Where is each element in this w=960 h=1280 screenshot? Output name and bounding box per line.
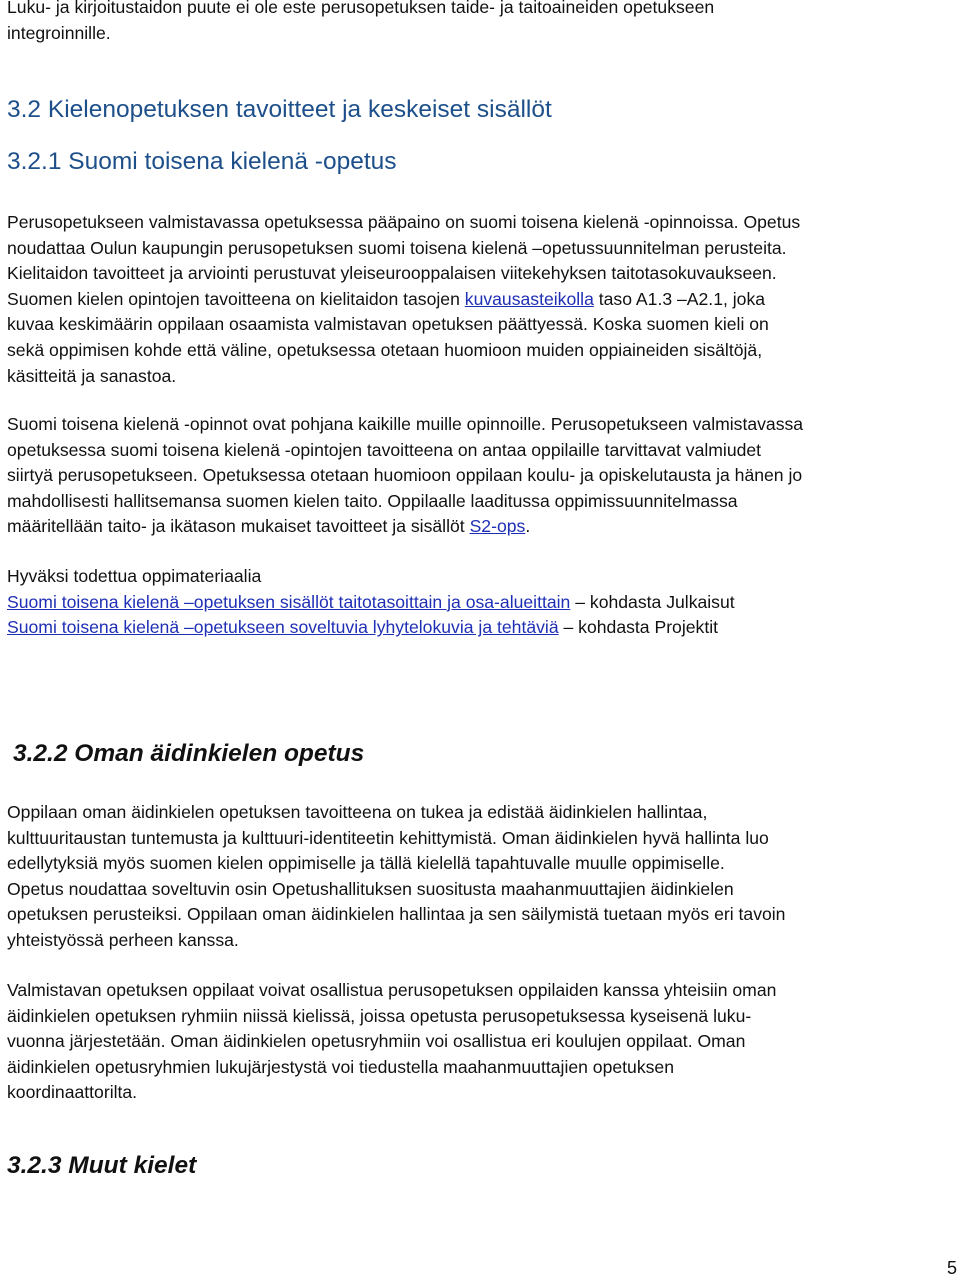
s2-p1-line: noudattaa Oulun kaupungin perusopetuksen suomi toisena kielenä –opetussuunnitelman perusteita. [7, 237, 787, 258]
intro-paragraph [7, 0, 955, 46]
s2-p1-line: kuvaa keskimäärin oppilaan osaamista valmistavan opetuksen päättyessä. Koska suomen kieli on [7, 314, 769, 335]
s2-paragraph-1 [7, 210, 955, 389]
kuvausasteikolla-link[interactable]: kuvausasteikolla [464, 288, 594, 309]
mt-p1-line: Oppilaan oman äidinkielen opetuksen tavoitteena on tukea ja edistää äidinkielen hallintaa, [7, 802, 708, 822]
mt-p1-line: kulttuuritaustan tuntemusta ja kulttuuri-identiteetin kehittymistä. Oman äidinkielen hyvä hallinta luo [7, 827, 769, 848]
materials-item [7, 590, 955, 616]
text: määritellään taito- ja ikätason mukaiset tavoitteet ja sisällöt [7, 516, 470, 537]
mt-p2-line: vuonna järjestetään. Oman äidinkielen opetusryhmiin voi osallistua eri koulujen oppilaat. Oman [7, 1031, 746, 1052]
text: . [525, 516, 531, 537]
s2-p2-line: opetuksessa suomi toisena kielenä -opintojen tavoitteena on antaa oppilaille tarvittavat valmiudet [7, 439, 762, 460]
text: Suomen kielen opintojen tavoitteena on kielitaidon tasojen [7, 288, 465, 309]
s2-ops-link[interactable]: S2-ops [469, 516, 526, 537]
s2-p1-line: käsitteitä ja sanastoa. [7, 365, 177, 386]
s2-p1-line: Kielitaidon tavoitteet ja arviointi perustuvat yleiseurooppalaisen viitekehyksen taitotasokuvaukseen. [7, 263, 777, 284]
mother-tongue-paragraph-2 [7, 978, 955, 1106]
section-3-2-2-heading: 3.2.2 Oman äidinkielen opetus [13, 740, 365, 767]
s2-p1-line: Perusopetukseen valmistavassa opetuksessa pääpaino on suomi toisena kielenä -opinnoissa. Opetus [7, 212, 801, 232]
section-3-2-heading: 3.2 Kielenopetuksen tavoitteet ja keskeiset sisällöt [7, 96, 552, 123]
s2-p2-line [7, 514, 955, 540]
s2-p1-line [7, 287, 955, 313]
s2-paragraph-2 [7, 412, 955, 540]
materials-link-sisallot[interactable]: Suomi toisena kielenä –opetuksen sisällöt taitotasoittain ja osa-alueittain [7, 591, 571, 612]
mt-p1-line: edellytyksiä myös suomen kielen oppimiselle ja tällä kielellä tapahtuvalle muulle oppimiselle. [7, 853, 725, 874]
text: taso A1.3 –A2.1, joka [593, 288, 766, 309]
s2-p2-line: siirtyä perusopetukseen. Opetuksessa otetaan huomioon oppilaan koulu- ja opiskelutausta ja hänen jo [7, 465, 803, 486]
text: – kohdasta Projektit [558, 617, 719, 638]
intro-line-2: integroinnille. [7, 22, 111, 43]
mt-p2-line: äidinkielen opetusryhmien lukujärjestystä voi tiedustella maahanmuuttajien opetuksen [7, 1056, 674, 1077]
mt-p1-line: opetuksen perusteiksi. Oppilaan oman äidinkielen hallintaa ja sen säilymistä tuetaan myös eri tavoin [7, 904, 786, 925]
materials-link-lyhytelokuvia[interactable]: Suomi toisena kielenä –opetukseen soveltuvia lyhytelokuvia ja tehtäviä [7, 617, 559, 638]
mt-p1-line: yhteistyössä perheen kanssa. [7, 929, 239, 950]
page-number: 5 [947, 1258, 958, 1278]
materials-heading: Hyväksi todettua oppimateriaalia [7, 566, 262, 586]
materials-item [7, 615, 955, 641]
mt-p2-line: Valmistavan opetuksen oppilaat voivat osallistua perusopetuksen oppilaiden kanssa yhteisiin oman [7, 980, 777, 1000]
mt-p2-line: koordinaattorilta. [7, 1082, 138, 1103]
text: – kohdasta Julkaisut [570, 591, 735, 612]
materials-block [7, 564, 955, 641]
section-3-2-3-heading: 3.2.3 Muut kielet [7, 1152, 197, 1179]
mother-tongue-paragraph-1 [7, 800, 955, 954]
section-3-2-1-heading: 3.2.1 Suomi toisena kielenä -opetus [7, 148, 397, 175]
s2-p2-line: Suomi toisena kielenä -opinnot ovat pohjana kaikille muille opinnoille. Perusopetukseen valmistavassa [7, 414, 804, 434]
s2-p2-line: mahdollisesti hallitsemansa suomen kielen taito. Oppilaalle laaditussa oppimissuunnitelmassa [7, 490, 738, 511]
mt-p1-line: Opetus noudattaa soveltuvin osin Opetushallituksen suositusta maahanmuuttajien äidinkielen [7, 878, 734, 899]
intro-line-1: Luku- ja kirjoitustaidon puute ei ole este perusopetuksen taide- ja taitoaineiden opetukseen [7, 0, 715, 17]
s2-p1-line: sekä oppimisen kohde että väline, opetuksessa otetaan huomioon muiden oppiaineiden sisältöjä, [7, 339, 763, 360]
mt-p2-line: äidinkielen opetuksen ryhmiin niissä kielissä, joissa opetusta perusopetuksessa kyseisenä luku- [7, 1005, 752, 1026]
